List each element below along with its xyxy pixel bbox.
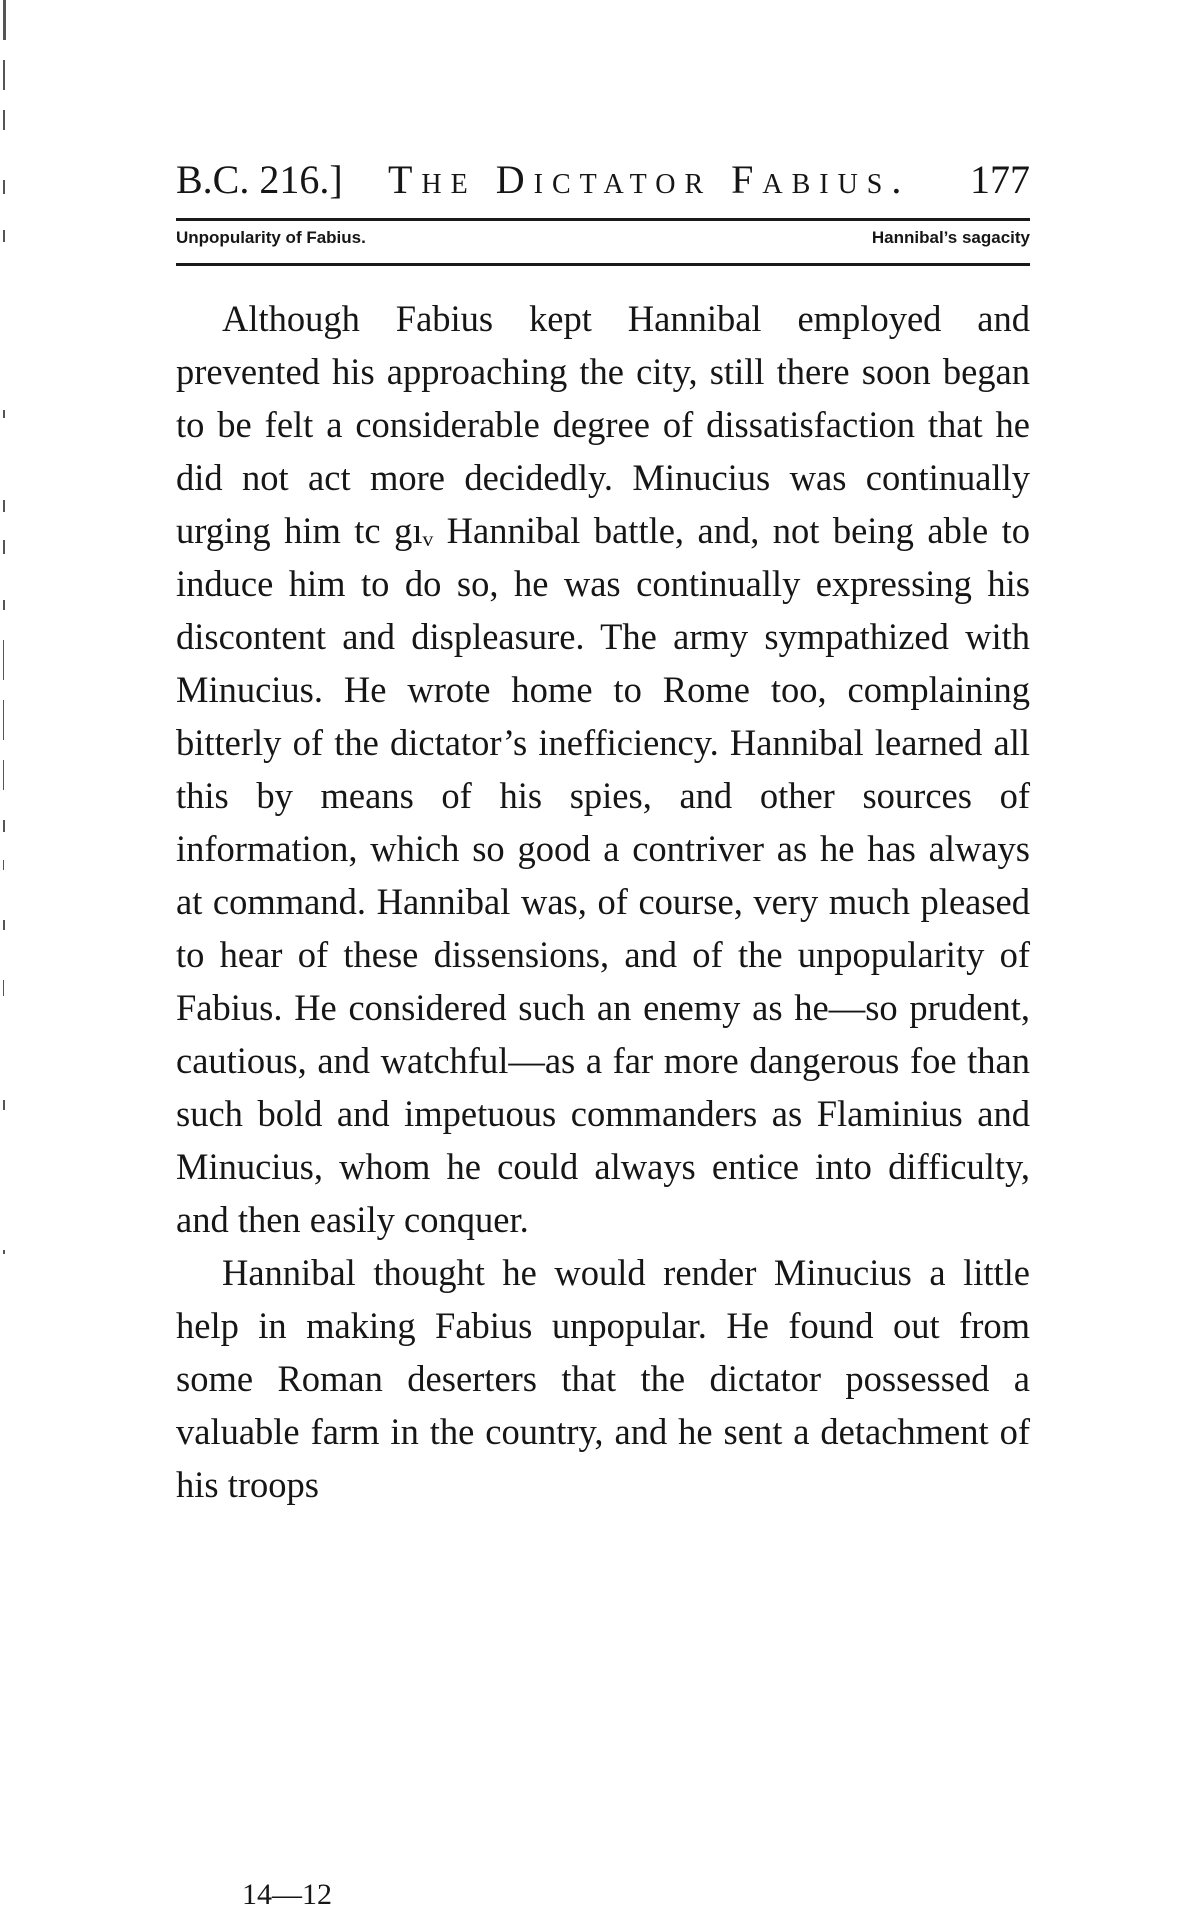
book-page [176, 150, 1030, 1911]
scan-edge [0, 0, 14, 1886]
left-side-heading: Unpopularity of Fabius. [176, 228, 366, 247]
running-head [176, 150, 1030, 210]
body-text [176, 292, 1030, 1511]
header-rule-bottom [176, 263, 1030, 266]
page-number: 177 [970, 157, 1030, 202]
header-rule-top [176, 218, 1030, 221]
signature-mark: 14—12 [242, 1878, 332, 1911]
header-title: The Dictator Fabius. [388, 157, 911, 202]
right-side-heading: Hannibal’s sagacity [871, 228, 1030, 247]
header-date: B.C. 216.] [176, 157, 343, 202]
paragraph-2: Hannibal thought he would render Minucius a little help in making Fabius unpopular. He found out from some Roman deserters that the dictator possessed a valuable farm in the country, and he sent a detachment of his troops [176, 1252, 1030, 1505]
paragraph-1: Although Fabius kept Hannibal employed and prevented his approaching the city, still there soon began to be felt a considerable degree of dissatisfaction that he did not act more decidedly. Minucius was continually urging him tc gıᵥ Hannibal battle, and, not being able to induce him to do so, he was continually expressing his discontent and displeasure. The army sympathized with Minucius. He wrote home to Rome too, complaining bitterly of the dictator’s inefficiency. Hannibal learned all this by means of his spies, and other sources of information, which so good a contriver as he has always at command. Hannibal was, of course, very much pleased to hear of these dissensions, and of the unpopularity of Fabius. He considered such an enemy as he—so prudent, cautious, and watchful—as a far more dangerous foe than such bold and impetuous commanders as Flaminius and Minucius, whom he could always entice into difficulty, and then easily conquer. [176, 298, 1030, 1240]
